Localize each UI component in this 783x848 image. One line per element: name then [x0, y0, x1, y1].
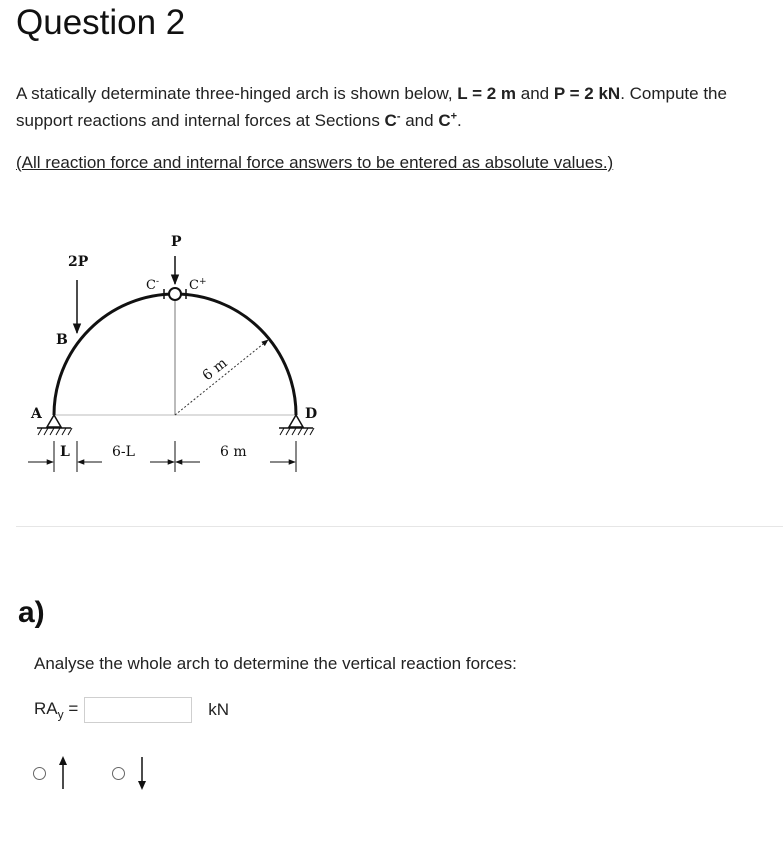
part-a-instruction: Analyse the whole arch to determine the vertical reaction forces:: [34, 654, 517, 673]
label-A: A: [31, 406, 42, 422]
down-arrow-icon: [137, 756, 147, 790]
ray-label-sub: y: [57, 707, 64, 722]
ray-field-label: [34, 699, 78, 721]
statement-compute: . Compute the support reactions and internal forces at Sections: [16, 84, 727, 130]
statement-c-plus-letter: C: [438, 111, 451, 130]
support-D: [289, 415, 303, 427]
direction-options: [33, 756, 147, 790]
label-2P: 2P: [68, 254, 89, 270]
statement-P-value: P = 2 kN: [553, 84, 621, 103]
label-D: D: [305, 406, 318, 422]
dim-L-label: L: [60, 444, 70, 460]
statement-end: .: [457, 111, 462, 130]
up-arrow-icon: [58, 756, 68, 790]
label-c-plus: [189, 277, 207, 293]
label-B: B: [56, 332, 68, 348]
crown-hinge: [169, 288, 181, 300]
ray-unit: kN: [208, 700, 230, 719]
statement-c-plus: [438, 111, 457, 130]
part-a-label: a): [18, 596, 45, 629]
ray-answer-row: [34, 697, 229, 723]
radius-line: [175, 340, 268, 415]
section-divider: [16, 526, 783, 527]
ray-label-eq: =: [63, 698, 79, 718]
statement-c-minus-letter: C: [384, 111, 397, 130]
statement-intro: A statically determinate three-hinged arch is shown below,: [16, 84, 458, 103]
statement-c-minus-sup: -: [396, 110, 401, 123]
question-title: Question 2: [16, 3, 186, 42]
label-c-minus-letter: C: [146, 278, 156, 293]
ray-input[interactable]: [84, 697, 192, 723]
statement-L-value: L = 2 m: [457, 84, 517, 103]
radius-label: 6 m: [199, 355, 231, 385]
statement-c-plus-sup: +: [450, 110, 458, 123]
radio-down[interactable]: [112, 767, 125, 780]
ground-A-hatch: [38, 428, 72, 435]
label-P: P: [171, 234, 182, 250]
statement-and-2: and: [400, 111, 439, 130]
dim-6L-label: 6-L: [112, 444, 135, 460]
label-c-plus-letter: C: [189, 278, 199, 293]
ray-label-main: RA: [34, 698, 58, 718]
absolute-values-note: (All reaction force and internal force answers to be entered as absolute values.): [16, 153, 614, 172]
label-c-minus-sup: -: [155, 277, 159, 287]
problem-statement: [16, 80, 776, 134]
statement-c-minus: [385, 111, 401, 130]
label-c-minus: [146, 277, 159, 293]
statement-and: and: [516, 84, 554, 103]
ground-D-hatch: [280, 428, 314, 435]
radio-up[interactable]: [33, 767, 46, 780]
dim-6m-label: 6 m: [220, 444, 247, 460]
arch-diagram: [0, 220, 340, 480]
support-A: [47, 415, 61, 427]
label-c-plus-sup: +: [198, 277, 207, 287]
